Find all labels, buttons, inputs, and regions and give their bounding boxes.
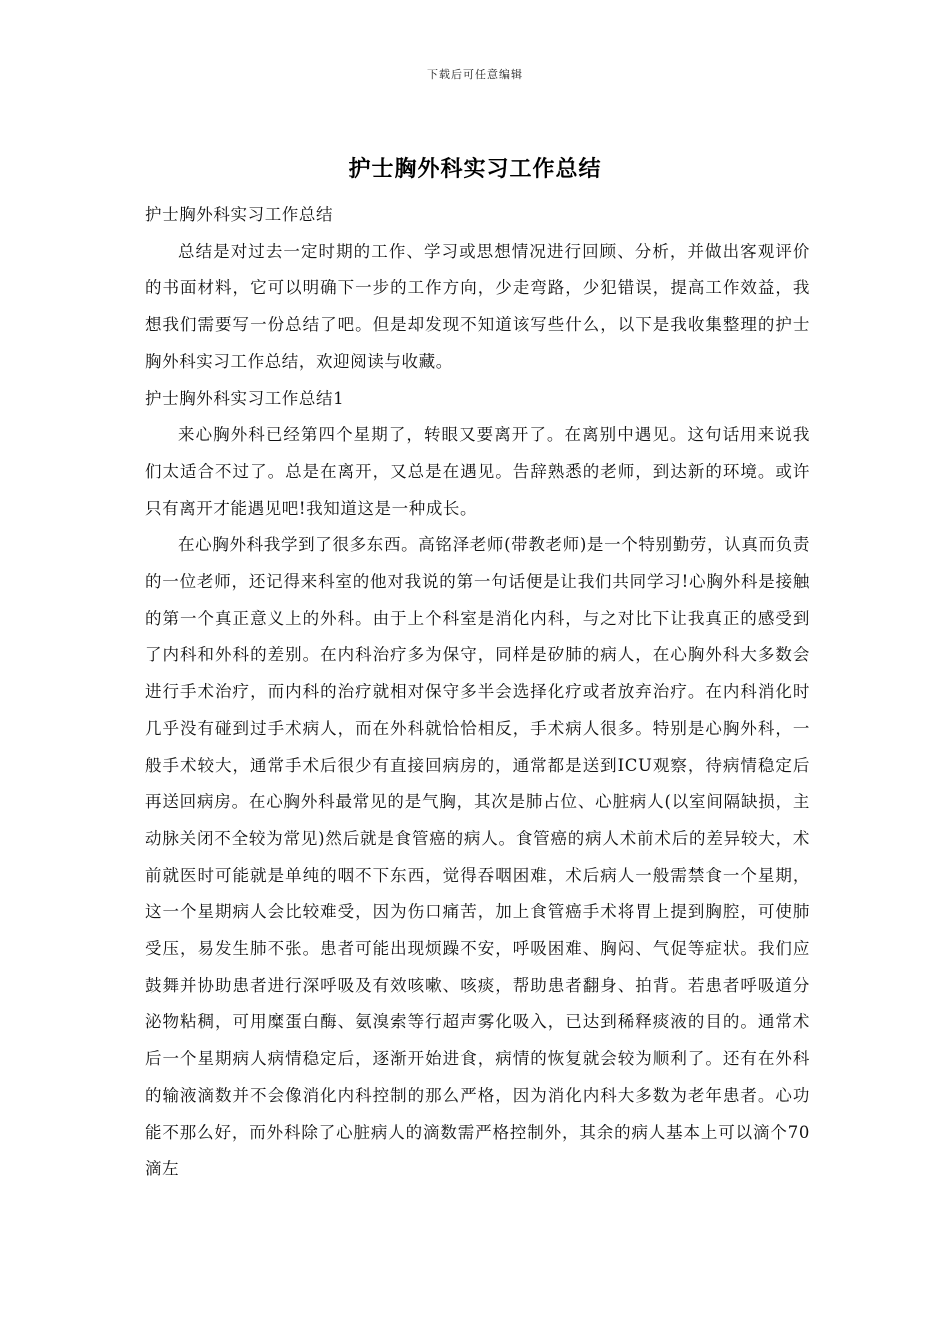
document-body [145,197,810,1188]
document-title: 护士胸外科实习工作总结 [348,156,602,182]
document-subtitle: 护士胸外科实习工作总结 [145,205,334,224]
intro-paragraph: 总结是对过去一定时期的工作、学习或思想情况进行回顾、分析，并做出客观评价的书面材料，它可以明确下一步的工作方向，少走弯路，少犯错误，提高工作效益，我想我们需要写一份总结了吧。但是却发现不知道该写些什么，以下是我收集整理的护士胸外科实习工作总结，欢迎阅读与收藏。 [145,241,810,371]
body-paragraph-2: 在心胸外科我学到了很多东西。高铭泽老师(带教老师)是一个特别勤劳，认真而负责的一位老师，还记得来科室的他对我说的第一句话便是让我们共同学习!心胸外科是接触的第一个真正意义上的外科。由于上个科室是消化内科，与之对比下让我真正的感受到了内科和外科的差别。在内科治疗多为保守，同样是矽肺的病人，在心胸外科大多数会进行手术治疗，而内科的治疗就相对保守多半会选择化疗或者放弃治疗。在内科消化时几乎没有碰到过手术病人，而在外科就恰恰相反，手术病人很多。特别是心胸外科，一般手术较大，通常手术后很少有直接回病房的，通常都是送到ICU观察，待病情稳定后再送回病房。在心胸外科最常见的是气胸，其次是肺占位、心脏病人(以室间隔缺损，主动脉关闭不全较为常见)然后就是食管癌的病人。食管癌的病人术前术后的差异较大，术前就医时可能就是单纯的咽不下东西，觉得吞咽困难，术后病人一般需禁食一个星期，这一个星期病人会比较难受，因为伤口痛苦，加上食管癌手术将胃上提到胸腔，可使肺受压，易发生肺不张。患者可能出现烦躁不安，呼吸困难、胸闷、气促等症状。我们应鼓舞并协助患者进行深呼吸及有效咳嗽、咳痰，帮助患者翻身、拍背。若患者呼吸道分泌物粘稠，可用糜蛋白酶、氨溴索等行超声雾化吸入，已达到稀释痰液的目的。通常术后一个星期病人病情稳定后，逐渐开始进食，病情的恢复就会较为顺利了。还有在外科的输液滴数并不会像消化内科控制的那么严格，因为消化内科大多数为老年患者。心功能不那么好，而外科除了心脏病人的滴数需严格控制外，其余的病人基本上可以滴个70滴左 [145,535,810,1179]
body-paragraph-1: 来心胸外科已经第四个星期了，转眼又要离开了。在离别中遇见。这句话用来说我们太适合不过了。总是在离开，又总是在遇见。告辞熟悉的老师，到达新的环境。或许只有离开才能遇见吧!我知道这是一种成长。 [145,425,810,518]
header-note: 下载后可任意编辑 [427,68,523,81]
section-heading: 护士胸外科实习工作总结1 [145,388,345,408]
